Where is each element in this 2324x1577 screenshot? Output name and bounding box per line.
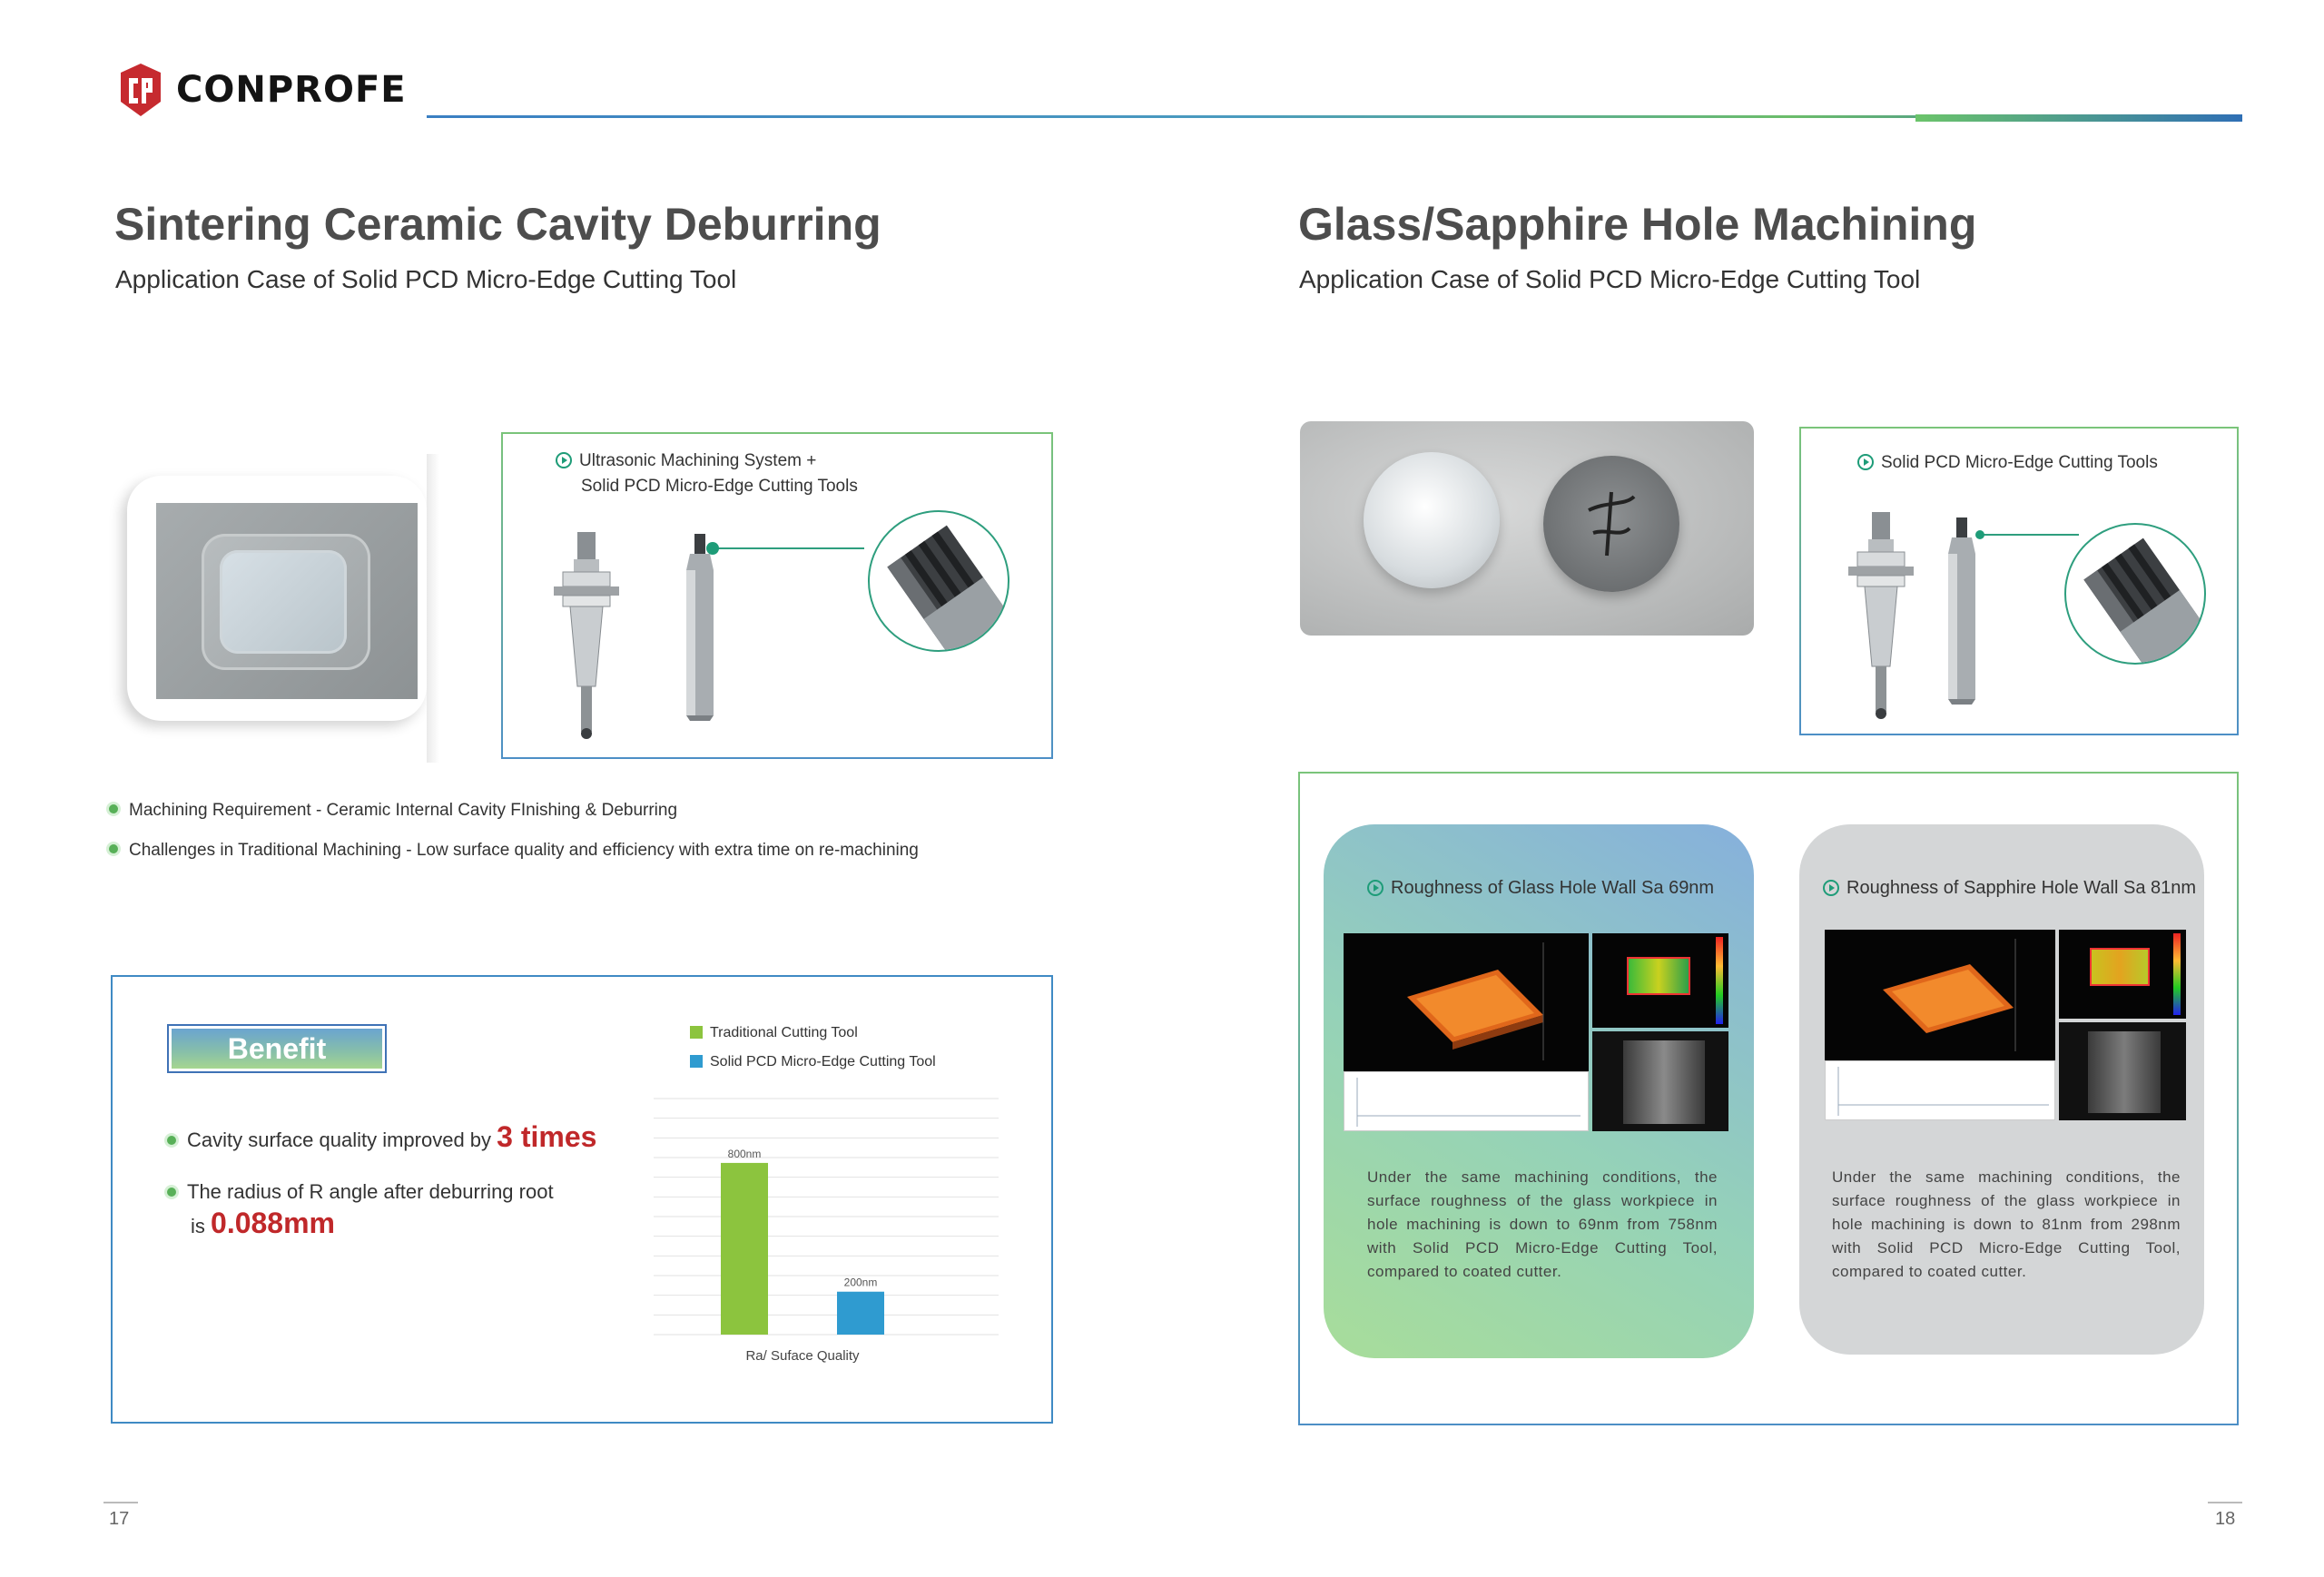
brand-logo (118, 60, 445, 120)
heatmap-scan (1592, 933, 1728, 1028)
pcd-cutting-tool-icon (1939, 517, 1984, 708)
glass-sapphire-photo (1300, 421, 1754, 636)
3d-surface-scan (1344, 933, 1589, 1071)
right-page-subtitle: Application Case of Solid PCD Micro-Edge Cutting Tool (1299, 265, 1921, 293)
x-axis-label: Ra/ Suface Quality (745, 1348, 860, 1364)
right-page-title: Glass/Sapphire Hole Machining (1298, 199, 1977, 250)
legend-label: Traditional Cutting Tool (710, 1025, 858, 1040)
tool-tip-closeup-icon (870, 512, 1009, 652)
card-description: Under the same machining conditions, the surface roughness of the glass workpiece in hole machining is down to 69nm from 758nm with Solid PCD Micro-Edge Cutting Tool, compared to coated cutter. (1367, 1168, 1718, 1280)
profile-plot (1825, 1060, 2055, 1120)
benefit-badge (167, 1024, 387, 1073)
benefit-item-2 (167, 1177, 554, 1242)
legend-swatch (690, 1026, 703, 1039)
bullet-icon (167, 1188, 176, 1197)
bar-data-label: 200nm (843, 1276, 878, 1289)
left-bullet-1 (109, 801, 677, 821)
profile-line-icon (1826, 1061, 2056, 1121)
benefit-item-1-highlight: 3 times (497, 1120, 597, 1153)
circle-arrow-icon (1367, 880, 1384, 896)
profile-plot (1344, 1071, 1589, 1131)
right-tool-caption (1857, 450, 2158, 476)
right-tool-caption-text: Solid PCD Micro-Edge Cutting Tools (1881, 453, 2158, 472)
card-heading (1367, 875, 1714, 901)
microscope-image (2059, 1022, 2186, 1120)
surface-scan-icon (1825, 930, 2055, 1060)
page-number-left: 17 (109, 1509, 130, 1529)
benefit-item-2-highlight: 0.088mm (211, 1207, 335, 1239)
roughness-bar-chart (635, 1008, 1017, 1380)
header-accent-bar (1915, 114, 2242, 122)
bullet-icon (109, 804, 118, 813)
tool-tip-zoom (2064, 523, 2206, 665)
circle-arrow-icon (1823, 880, 1839, 896)
callout-line (1979, 534, 2079, 536)
tool-holder-icon (550, 532, 623, 741)
circle-arrow-icon (1857, 454, 1874, 470)
callout-dot (1975, 530, 1984, 539)
glass-roughness-card (1324, 824, 1754, 1358)
cp-shield-logo-icon (118, 62, 163, 118)
benefit-item-1-text: Cavity surface quality improved by (187, 1129, 492, 1151)
left-tool-box (501, 432, 1053, 759)
left-bullet-2 (109, 841, 919, 861)
pcd-cutting-tool-icon (677, 534, 723, 724)
bullet-icon (109, 844, 118, 853)
benefit-badge-label: Benefit (172, 1029, 382, 1069)
legend-label: Solid PCD Micro-Edge Cutting Tool (710, 1054, 936, 1069)
heatmap-scan (2059, 930, 2186, 1019)
surface-scan-icon (1344, 933, 1589, 1071)
ceramic-part-photo (127, 454, 436, 763)
sapphire-roughness-card (1799, 824, 2204, 1355)
3d-surface-scan (1825, 930, 2055, 1060)
left-page-title: Sintering Ceramic Cavity Deburring (114, 199, 881, 250)
right-tool-box (1799, 427, 2239, 735)
benefit-item-2-text-cont: is (191, 1215, 205, 1237)
card-heading-text: Roughness of Sapphire Hole Wall Sa 81nm (1846, 878, 2197, 898)
tool-holder-icon (1845, 512, 1917, 721)
bar (837, 1292, 884, 1335)
bullet-text: Challenges in Traditional Machining - Low surface quality and efficiency with extra time on re-machining (129, 841, 919, 860)
left-page-subtitle: Application Case of Solid PCD Micro-Edge Cutting Tool (115, 265, 737, 293)
tool-caption-line1: Ultrasonic Machining System + (579, 451, 817, 470)
circle-arrow-icon (556, 452, 572, 468)
page-number-right: 18 (2215, 1509, 2236, 1529)
benefit-item-1 (167, 1120, 596, 1154)
bar-data-label: 800nm (727, 1147, 762, 1160)
bar (721, 1163, 768, 1335)
callout-line (710, 547, 864, 549)
profile-line-icon (1344, 1072, 1590, 1132)
brand-name: CONPROFE (176, 69, 407, 111)
bullet-text: Machining Requirement - Ceramic Internal Cavity FInishing & Deburring (129, 801, 678, 820)
bullet-icon (167, 1136, 176, 1145)
benefit-item-2-text: The radius of R angle after deburring root (187, 1180, 554, 1203)
tool-tip-closeup-icon (2066, 525, 2206, 665)
page-number-rule-left (103, 1502, 138, 1503)
tool-caption-line2: Solid PCD Micro-Edge Cutting Tools (581, 477, 858, 496)
left-tool-caption (556, 448, 858, 499)
callout-dot (706, 542, 719, 555)
tool-tip-zoom (868, 510, 1009, 652)
legend-swatch (690, 1055, 703, 1068)
page-number-rule-right (2208, 1502, 2242, 1503)
card-heading (1823, 875, 2196, 901)
card-description: Under the same machining conditions, the surface roughness of the glass workpiece in hole machining is down to 81nm from 298nm with Solid PCD Micro-Edge Cutting Tool, compared to coated cutter. (1832, 1168, 2181, 1280)
microscope-image (1592, 1031, 1728, 1131)
card-heading-text: Roughness of Glass Hole Wall Sa 69nm (1391, 878, 1715, 898)
engraved-mark-icon (1543, 456, 1679, 592)
